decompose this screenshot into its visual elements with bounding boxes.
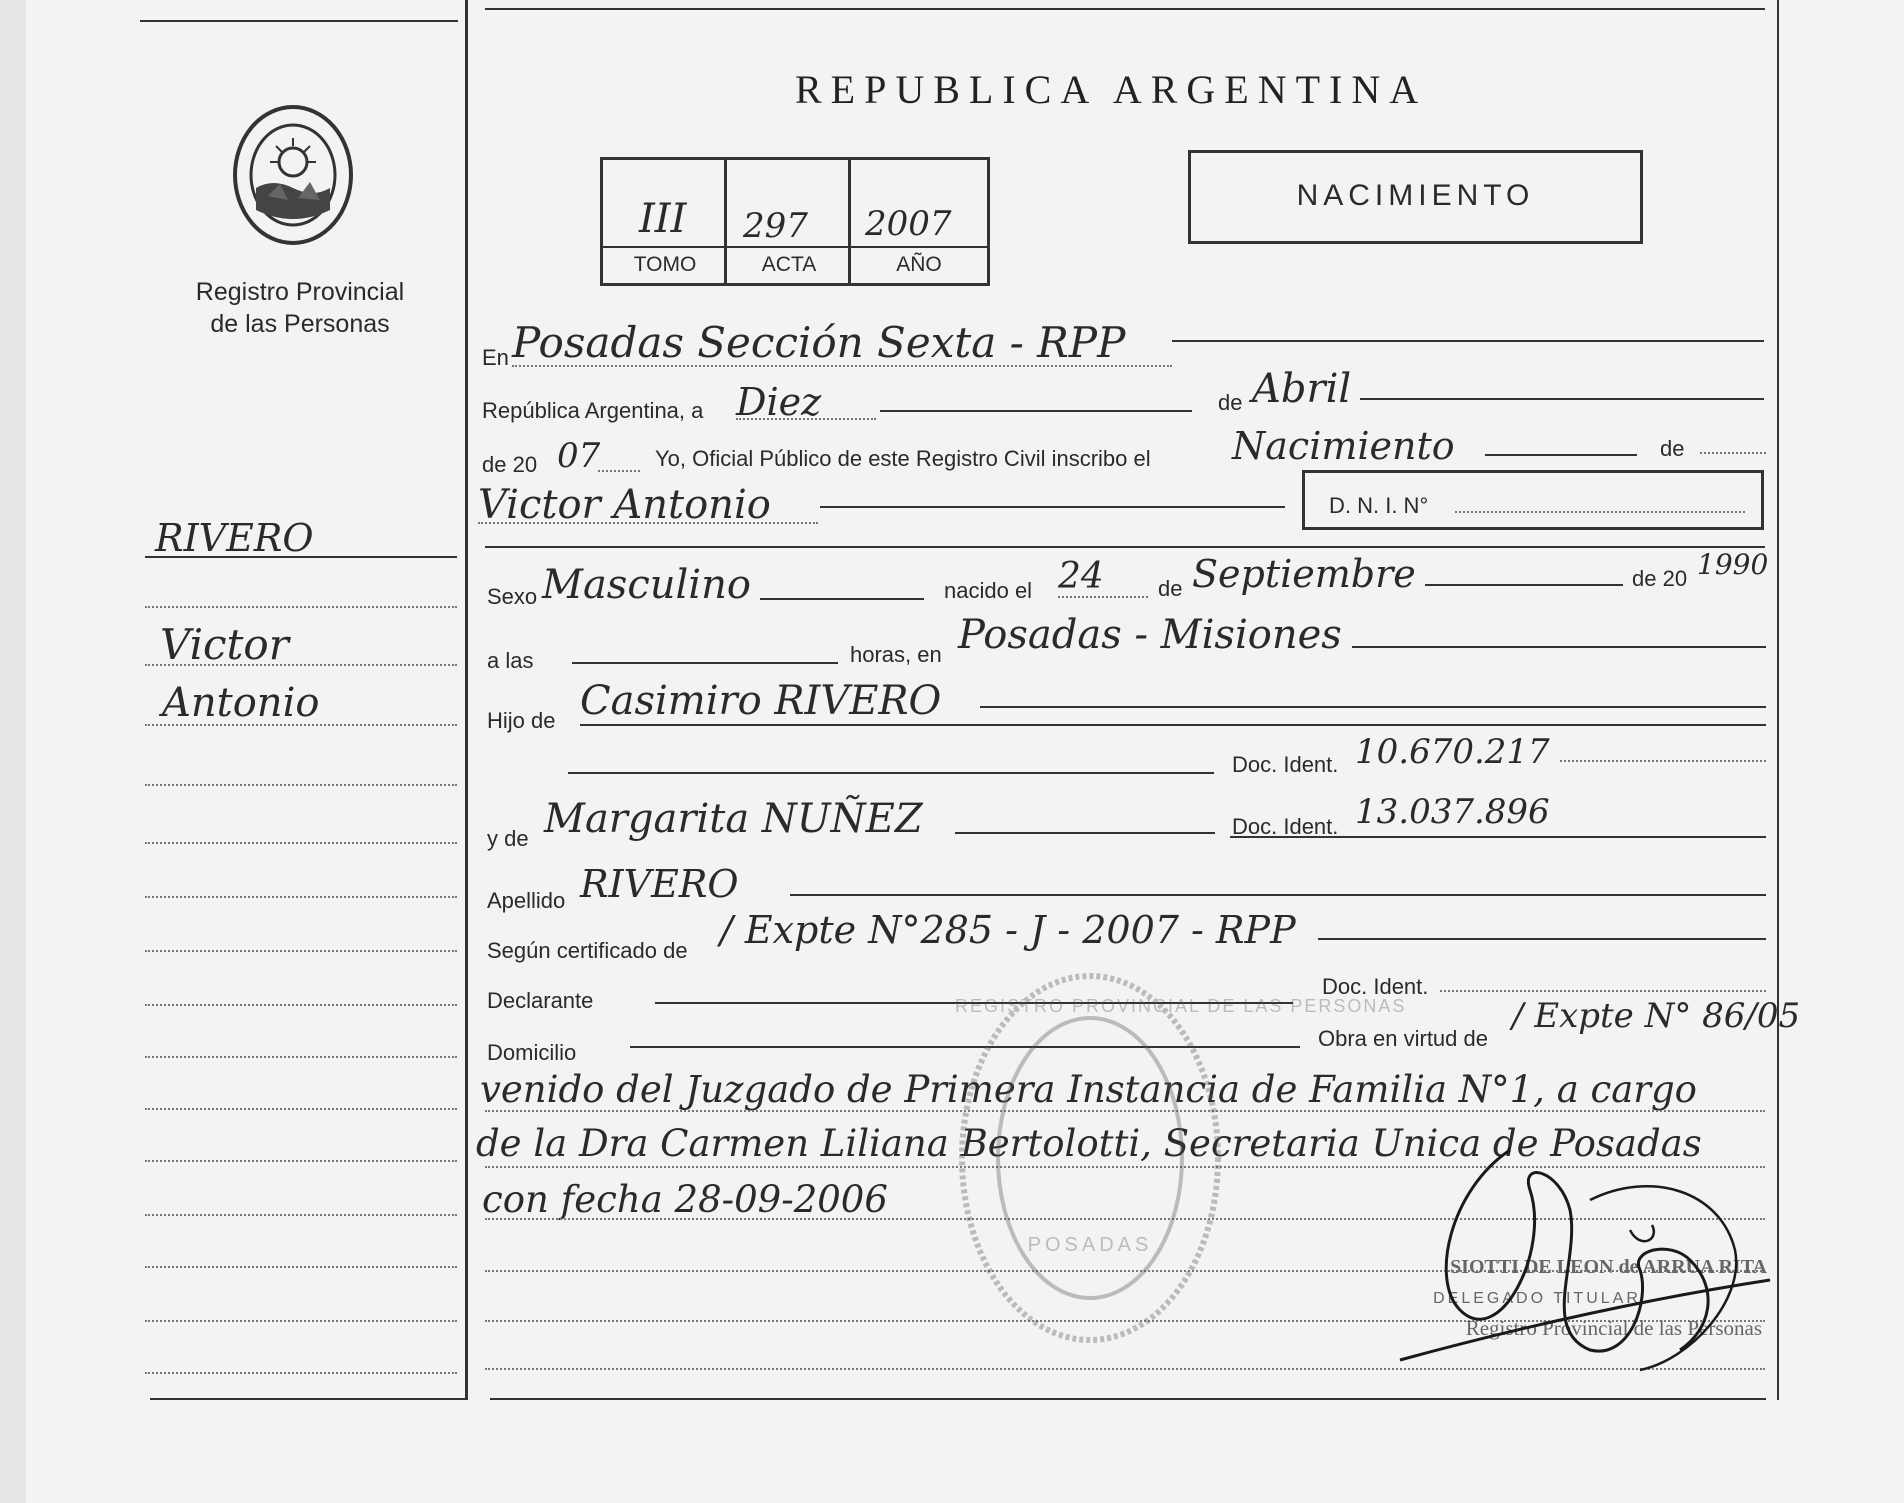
dni-label: D. N. I. N°	[1329, 493, 1429, 518]
official-text: Yo, Oficial Público de este Registro Civil inscribo el	[655, 446, 1151, 471]
page-edge	[0, 0, 26, 1503]
father-extra-rule	[568, 772, 1214, 774]
father-doc-label: Doc. Ident.	[1232, 752, 1339, 777]
father-underline	[580, 724, 1766, 726]
month-rule	[1360, 398, 1764, 400]
place-rule	[1172, 340, 1764, 342]
obra-value: / Expte N° 86/05	[1512, 996, 1801, 1036]
sexo-value: Masculino	[542, 562, 751, 608]
dni-dots	[1455, 511, 1745, 513]
sexo-rule	[760, 598, 924, 600]
acta-label: ACTA	[761, 253, 817, 276]
father-doc-dots	[1560, 760, 1766, 762]
birth-month-rule	[1425, 584, 1623, 586]
form-bottom-rule	[490, 1398, 1766, 1400]
en-label: En	[482, 345, 509, 370]
round-stamp-city: POSADAS	[1027, 1234, 1153, 1256]
apellido-value: RIVERO	[580, 862, 739, 906]
father-name: Casimiro RIVERO	[580, 678, 942, 724]
misiones-seal	[228, 100, 358, 250]
year-dots	[598, 470, 640, 472]
mother-doc: 13.037.896	[1355, 792, 1550, 832]
birth-year-label: de 20	[1632, 566, 1688, 591]
horas-label: horas, en	[850, 642, 942, 667]
margin-first-name: Victor	[160, 620, 289, 669]
registry-name-line2: de las Personas	[210, 310, 390, 338]
hijo-label: Hijo de	[487, 708, 556, 733]
registry-name-line1: Registro Provincial	[195, 278, 405, 306]
act-inscribed-rule	[1485, 454, 1637, 456]
signature	[1390, 1130, 1780, 1380]
act-type: NACIMIENTO	[1296, 179, 1535, 212]
mother-doc-rule	[1230, 836, 1766, 838]
note-line-3: con fecha 28-09-2006	[482, 1178, 888, 1221]
month-de-label: de	[1218, 390, 1243, 415]
record-box	[600, 157, 990, 286]
place-value: Posadas Sección Sexta - RPP	[512, 318, 1126, 367]
act-de-dots	[1700, 452, 1766, 454]
nacido-label: nacido el	[944, 578, 1033, 603]
mother-name: Margarita NUÑEZ	[544, 796, 923, 842]
birth-day-dots	[1058, 596, 1148, 598]
tomo-label: TOMO	[633, 253, 697, 276]
tomo-value: III	[639, 196, 687, 242]
margin-surname: RIVERO	[155, 516, 314, 560]
top-rule-left	[140, 20, 458, 22]
apellido-label: Apellido	[487, 888, 566, 913]
mother-label: y de	[487, 826, 529, 851]
birth-month: Septiembre	[1192, 552, 1416, 596]
column-divider	[465, 0, 468, 1400]
sexo-label: Sexo	[487, 584, 538, 609]
official-title: DELEGADO TITULAR	[1433, 1290, 1641, 1307]
mother-rule	[955, 832, 1215, 834]
anio-label: AÑO	[896, 253, 942, 276]
birth-place-rule	[1352, 646, 1766, 648]
anio-value: 2007	[865, 204, 952, 244]
segun-rule	[1318, 938, 1766, 940]
declarante-doc-dots	[1440, 990, 1766, 992]
place-dots	[512, 365, 1172, 367]
segun-label: Según certificado de	[487, 938, 688, 963]
declarante-doc-label: Doc. Ident.	[1322, 974, 1429, 999]
round-stamp-ring-text: REGISTRO PROVINCIAL DE LAS PERSONAS	[955, 996, 1407, 1016]
obra-label: Obra en virtud de	[1318, 1026, 1488, 1051]
acta-value: 297	[743, 206, 808, 246]
margin-second-name: Antonio	[162, 680, 320, 726]
official-name: SIOTTI DE LEON de ARRUA RITA	[1450, 1256, 1767, 1278]
day-rule	[880, 410, 1192, 412]
birth-day: 24	[1058, 556, 1104, 597]
republica-label: República Argentina, a	[482, 398, 704, 423]
segun-value: / Expte N°285 - J - 2007 - RPP	[720, 908, 1296, 952]
apellido-rule	[790, 894, 1766, 896]
declarante-label: Declarante	[487, 988, 594, 1013]
official-org: Registro Provincial de las Personas	[1465, 1316, 1762, 1340]
year-prefix-label: de 20	[482, 452, 538, 477]
person-name-rule	[820, 506, 1285, 508]
birth-de-label: de	[1158, 576, 1183, 601]
a-las-label: a las	[487, 648, 534, 673]
year-suffix: 07	[557, 436, 601, 476]
a-las-rule	[572, 662, 838, 664]
margin-bottom-rule	[150, 1398, 466, 1400]
act-inscribed: Nacimiento	[1232, 424, 1455, 468]
person-name: Victor Antonio	[478, 482, 771, 528]
top-rule-right	[485, 8, 1765, 10]
note-line-2: de la Dra Carmen Liliana Bertolotti, Secretaria Unica de Posadas	[476, 1122, 1702, 1165]
day-dots	[736, 418, 876, 420]
birth-place: Posadas - Misiones	[958, 612, 1342, 658]
father-rule	[980, 706, 1766, 708]
month-value: Abril	[1252, 366, 1352, 412]
act-type-box	[1188, 150, 1643, 244]
signature-icon	[1390, 1130, 1780, 1380]
mother-doc-label: Doc. Ident.	[1232, 814, 1339, 839]
seal-icon	[228, 100, 358, 250]
father-doc: 10.670.217	[1355, 732, 1550, 772]
section-rule	[485, 546, 1765, 548]
dni-box	[1302, 470, 1764, 530]
birth-year: 1990	[1697, 548, 1769, 581]
country-title: REPUBLICA ARGENTINA	[795, 67, 1428, 112]
domicilio-label: Domicilio	[487, 1040, 577, 1065]
person-name-dots	[478, 522, 818, 524]
note-line-1: venido del Juzgado de Primera Instancia de Familia N°1, a cargo	[480, 1068, 1697, 1111]
margin-rule-1	[145, 556, 457, 558]
day-value: Diez	[736, 380, 822, 424]
registry-name	[150, 276, 450, 340]
act-de-label: de	[1660, 436, 1685, 461]
